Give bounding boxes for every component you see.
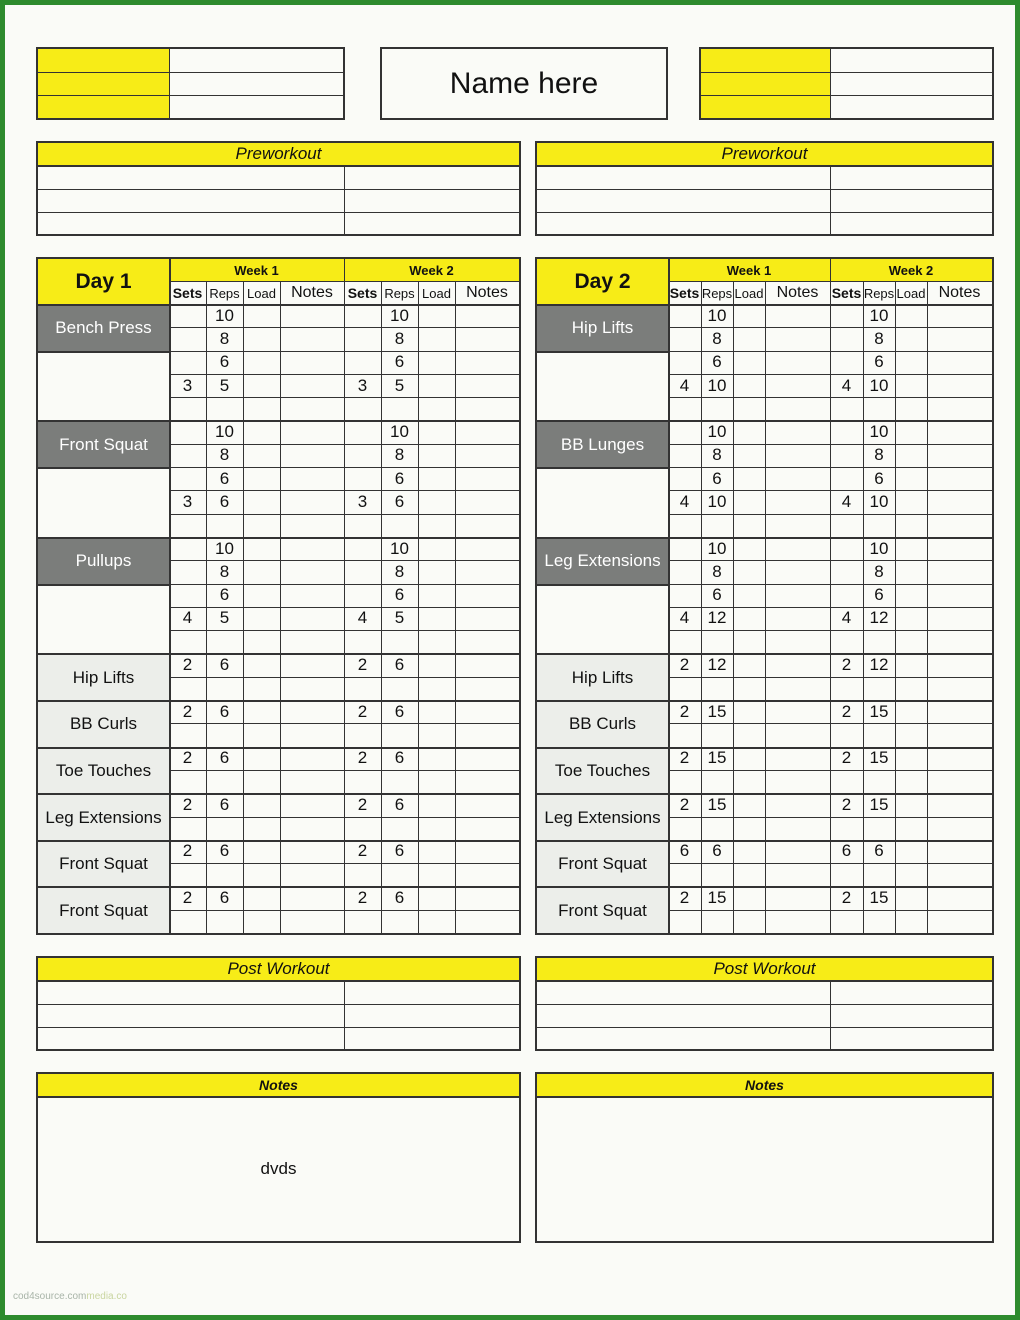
sets-cell: 2 (679, 701, 690, 721)
row-divider (169, 397, 519, 398)
notes-text (537, 1158, 992, 1180)
reps-cell: 8 (874, 328, 884, 348)
row-divider (668, 910, 992, 911)
reps-cell: 10 (215, 538, 234, 558)
notes-header: Notes (537, 1074, 992, 1098)
preworkout-box-day2 (535, 141, 994, 236)
sets-cell: 6 (679, 841, 690, 861)
reps-cell: 15 (869, 888, 889, 908)
row-divider (169, 770, 519, 771)
post-workout-box-day2 (535, 956, 994, 1051)
sets-cell: 4 (841, 375, 852, 395)
reps-cell: 12 (707, 655, 727, 675)
workout-table-day1 (36, 257, 521, 935)
sets-cell: 3 (182, 375, 193, 395)
exercise-label: Leg Extensions (537, 539, 668, 584)
col-header-reps: Reps (384, 285, 415, 301)
reps-cell: 6 (874, 841, 884, 861)
sets-cell: 2 (679, 794, 690, 814)
reps-cell: 15 (707, 888, 727, 908)
reps-cell: 6 (874, 585, 884, 605)
divider (169, 259, 171, 933)
col-header-load: Load (247, 285, 276, 301)
exercise-label: Leg Extensions (38, 795, 169, 840)
exercise-label: Front Squat (537, 842, 668, 887)
sets-cell: 2 (182, 888, 193, 908)
preworkout-header: Preworkout (537, 143, 992, 167)
reps-cell: 15 (869, 701, 889, 721)
day-title: Day 1 (75, 269, 132, 293)
info-box-right (699, 47, 994, 120)
divider (537, 584, 668, 586)
col-header-notes: Notes (776, 284, 819, 301)
reps-cell: 6 (712, 352, 722, 372)
reps-cell: 6 (219, 701, 230, 721)
row-divider (169, 910, 519, 911)
exercise-label: Front Squat (38, 422, 169, 467)
reps-cell: 6 (712, 468, 722, 488)
reps-cell: 8 (874, 445, 884, 465)
reps-cell: 15 (869, 748, 889, 768)
sets-cell: 2 (357, 841, 368, 861)
row-divider (169, 723, 519, 724)
reps-cell: 6 (394, 492, 405, 511)
notes-header: Notes (38, 1074, 519, 1098)
reps-cell: 6 (394, 655, 405, 675)
col-header-reps: Reps (209, 285, 240, 301)
sets-cell: 4 (841, 608, 852, 628)
exercise-label: BB Lunges (537, 422, 668, 467)
col-header-notes: Notes (466, 284, 508, 301)
divider (38, 584, 169, 586)
row-divider (668, 397, 992, 398)
row-divider (169, 863, 519, 864)
row-divider (668, 514, 992, 515)
reps-cell: 8 (712, 561, 722, 581)
reps-cell: 10 (707, 375, 727, 395)
sets-cell: 4 (679, 375, 690, 395)
reps-cell: 10 (869, 492, 889, 511)
reps-cell: 10 (869, 375, 889, 395)
reps-cell: 15 (707, 794, 727, 814)
reps-cell: 6 (219, 655, 230, 675)
reps-cell: 6 (219, 352, 230, 372)
reps-cell: 15 (707, 701, 727, 721)
reps-cell: 10 (869, 538, 889, 558)
row-divider (668, 723, 992, 724)
reps-cell: 6 (394, 748, 405, 768)
week-2-label: Week 2 (409, 262, 454, 278)
reps-cell: 6 (219, 468, 230, 488)
reps-cell: 10 (869, 422, 889, 442)
reps-cell: 8 (219, 328, 230, 348)
reps-cell: 6 (394, 888, 405, 908)
reps-cell: 8 (394, 561, 405, 581)
exercise-label: Front Squat (537, 888, 668, 933)
exercise-label: Toe Touches (537, 749, 668, 794)
reps-cell: 15 (707, 748, 727, 768)
col-header-reps: Reps (863, 285, 895, 301)
col-header-notes: Notes (938, 284, 981, 301)
reps-cell: 8 (712, 445, 722, 465)
info-box-right-labels (701, 49, 830, 118)
reps-cell: 6 (219, 492, 230, 511)
reps-cell: 10 (390, 422, 409, 442)
col-header-notes: Notes (291, 284, 333, 301)
sets-cell: 3 (357, 492, 368, 511)
reps-cell: 6 (394, 794, 405, 814)
row-divider (668, 770, 992, 771)
preworkout-box-day1 (36, 141, 521, 236)
exercise-label: Bench Press (38, 306, 169, 351)
post-workout-header: Post Workout (38, 958, 519, 982)
post-workout-box-day1 (36, 956, 521, 1051)
sets-cell: 2 (182, 841, 193, 861)
reps-cell: 5 (219, 608, 230, 628)
reps-cell: 5 (219, 375, 230, 395)
divider (537, 467, 668, 469)
reps-cell: 10 (390, 538, 409, 558)
col-header-sets: Sets (669, 285, 700, 301)
sets-cell: 2 (841, 655, 852, 675)
name-box[interactable] (380, 47, 668, 120)
sets-cell: 2 (841, 794, 852, 814)
reps-cell: 6 (712, 841, 722, 861)
reps-cell: 6 (394, 701, 405, 721)
preworkout-header: Preworkout (38, 143, 519, 167)
reps-cell: 6 (394, 468, 405, 488)
sets-cell: 2 (182, 748, 193, 768)
day-title: Day 2 (574, 269, 631, 293)
row-divider (668, 863, 992, 864)
divider (344, 259, 345, 933)
reps-cell: 6 (394, 585, 405, 605)
col-header-reps: Reps (701, 285, 733, 301)
sets-cell: 2 (182, 701, 193, 721)
sets-cell: 2 (357, 794, 368, 814)
reps-cell: 15 (869, 794, 889, 814)
sets-cell: 2 (679, 748, 690, 768)
exercise-label: BB Curls (38, 702, 169, 747)
reps-cell: 10 (869, 305, 889, 325)
watermark: cod4source.commedia.co (13, 1291, 127, 1302)
reps-cell: 5 (394, 608, 405, 628)
row-divider (169, 677, 519, 678)
divider (830, 259, 831, 933)
reps-cell: 8 (712, 328, 722, 348)
reps-cell: 8 (219, 445, 230, 465)
sets-cell: 4 (357, 608, 368, 628)
exercise-label: Leg Extensions (537, 795, 668, 840)
exercise-label: Hip Lifts (537, 306, 668, 351)
row-divider (668, 677, 992, 678)
row-divider (668, 630, 992, 631)
week-1-label: Week 1 (726, 262, 772, 278)
sets-cell: 2 (357, 701, 368, 721)
col-header-sets: Sets (831, 285, 862, 301)
divider (38, 351, 169, 353)
reps-cell: 5 (394, 375, 405, 395)
sets-cell: 2 (182, 794, 193, 814)
sets-cell: 3 (357, 375, 368, 395)
sets-cell: 2 (357, 888, 368, 908)
info-box-left (36, 47, 345, 120)
exercise-label: BB Curls (537, 702, 668, 747)
reps-cell: 6 (219, 585, 230, 605)
sets-cell: 4 (679, 492, 690, 511)
reps-cell: 12 (869, 655, 889, 675)
reps-cell: 6 (874, 468, 884, 488)
sets-cell: 4 (841, 492, 852, 511)
row-divider (668, 817, 992, 818)
reps-cell: 6 (712, 585, 722, 605)
sets-cell: 4 (182, 608, 193, 628)
reps-cell: 8 (394, 328, 405, 348)
notes-box-day1[interactable] (36, 1072, 521, 1243)
sets-cell: 2 (357, 748, 368, 768)
workout-table-day2 (535, 257, 994, 935)
sets-cell: 2 (841, 701, 852, 721)
col-header-sets: Sets (172, 285, 203, 301)
row-divider (169, 514, 519, 515)
col-header-sets: Sets (347, 285, 378, 301)
sets-cell: 2 (679, 888, 690, 908)
sets-cell: 6 (841, 841, 852, 861)
reps-cell: 10 (390, 305, 409, 325)
reps-cell: 8 (394, 445, 405, 465)
notes-text: dvds (260, 1159, 297, 1178)
reps-cell: 10 (707, 492, 727, 511)
reps-cell: 6 (394, 841, 405, 861)
row-divider (169, 630, 519, 631)
sets-cell: 2 (841, 888, 852, 908)
sets-cell: 3 (182, 492, 193, 511)
reps-cell: 10 (707, 422, 727, 442)
info-box-left-labels (38, 49, 169, 118)
col-header-load: Load (422, 285, 451, 301)
week-2-label: Week 2 (888, 262, 934, 278)
sets-cell: 4 (679, 608, 690, 628)
reps-cell: 10 (215, 305, 234, 325)
reps-cell: 10 (707, 538, 727, 558)
reps-cell: 8 (874, 561, 884, 581)
exercise-label: Toe Touches (38, 749, 169, 794)
row-divider (169, 817, 519, 818)
exercise-label: Hip Lifts (537, 655, 668, 700)
reps-cell: 12 (869, 608, 889, 628)
sets-cell: 2 (182, 655, 193, 675)
divider (537, 351, 668, 353)
name-title: Name here (449, 66, 599, 100)
reps-cell: 6 (394, 352, 405, 372)
post-workout-header: Post Workout (537, 958, 992, 982)
reps-cell: 8 (219, 561, 230, 581)
divider (38, 467, 169, 469)
reps-cell: 6 (874, 352, 884, 372)
exercise-label: Front Squat (38, 842, 169, 887)
sets-cell: 2 (841, 748, 852, 768)
week-1-label: Week 1 (234, 262, 279, 278)
sets-cell: 2 (679, 655, 690, 675)
reps-cell: 10 (215, 422, 234, 442)
reps-cell: 6 (219, 748, 230, 768)
col-header-load: Load (896, 285, 926, 301)
reps-cell: 6 (219, 888, 230, 908)
sets-cell: 2 (357, 655, 368, 675)
reps-cell: 6 (219, 841, 230, 861)
exercise-label: Hip Lifts (38, 655, 169, 700)
reps-cell: 12 (707, 608, 727, 628)
exercise-label: Front Squat (38, 888, 169, 933)
divider (668, 259, 670, 933)
exercise-label: Pullups (38, 539, 169, 584)
notes-box-day2[interactable] (535, 1072, 994, 1243)
reps-cell: 6 (219, 794, 230, 814)
col-header-load: Load (734, 285, 764, 301)
reps-cell: 10 (707, 305, 727, 325)
